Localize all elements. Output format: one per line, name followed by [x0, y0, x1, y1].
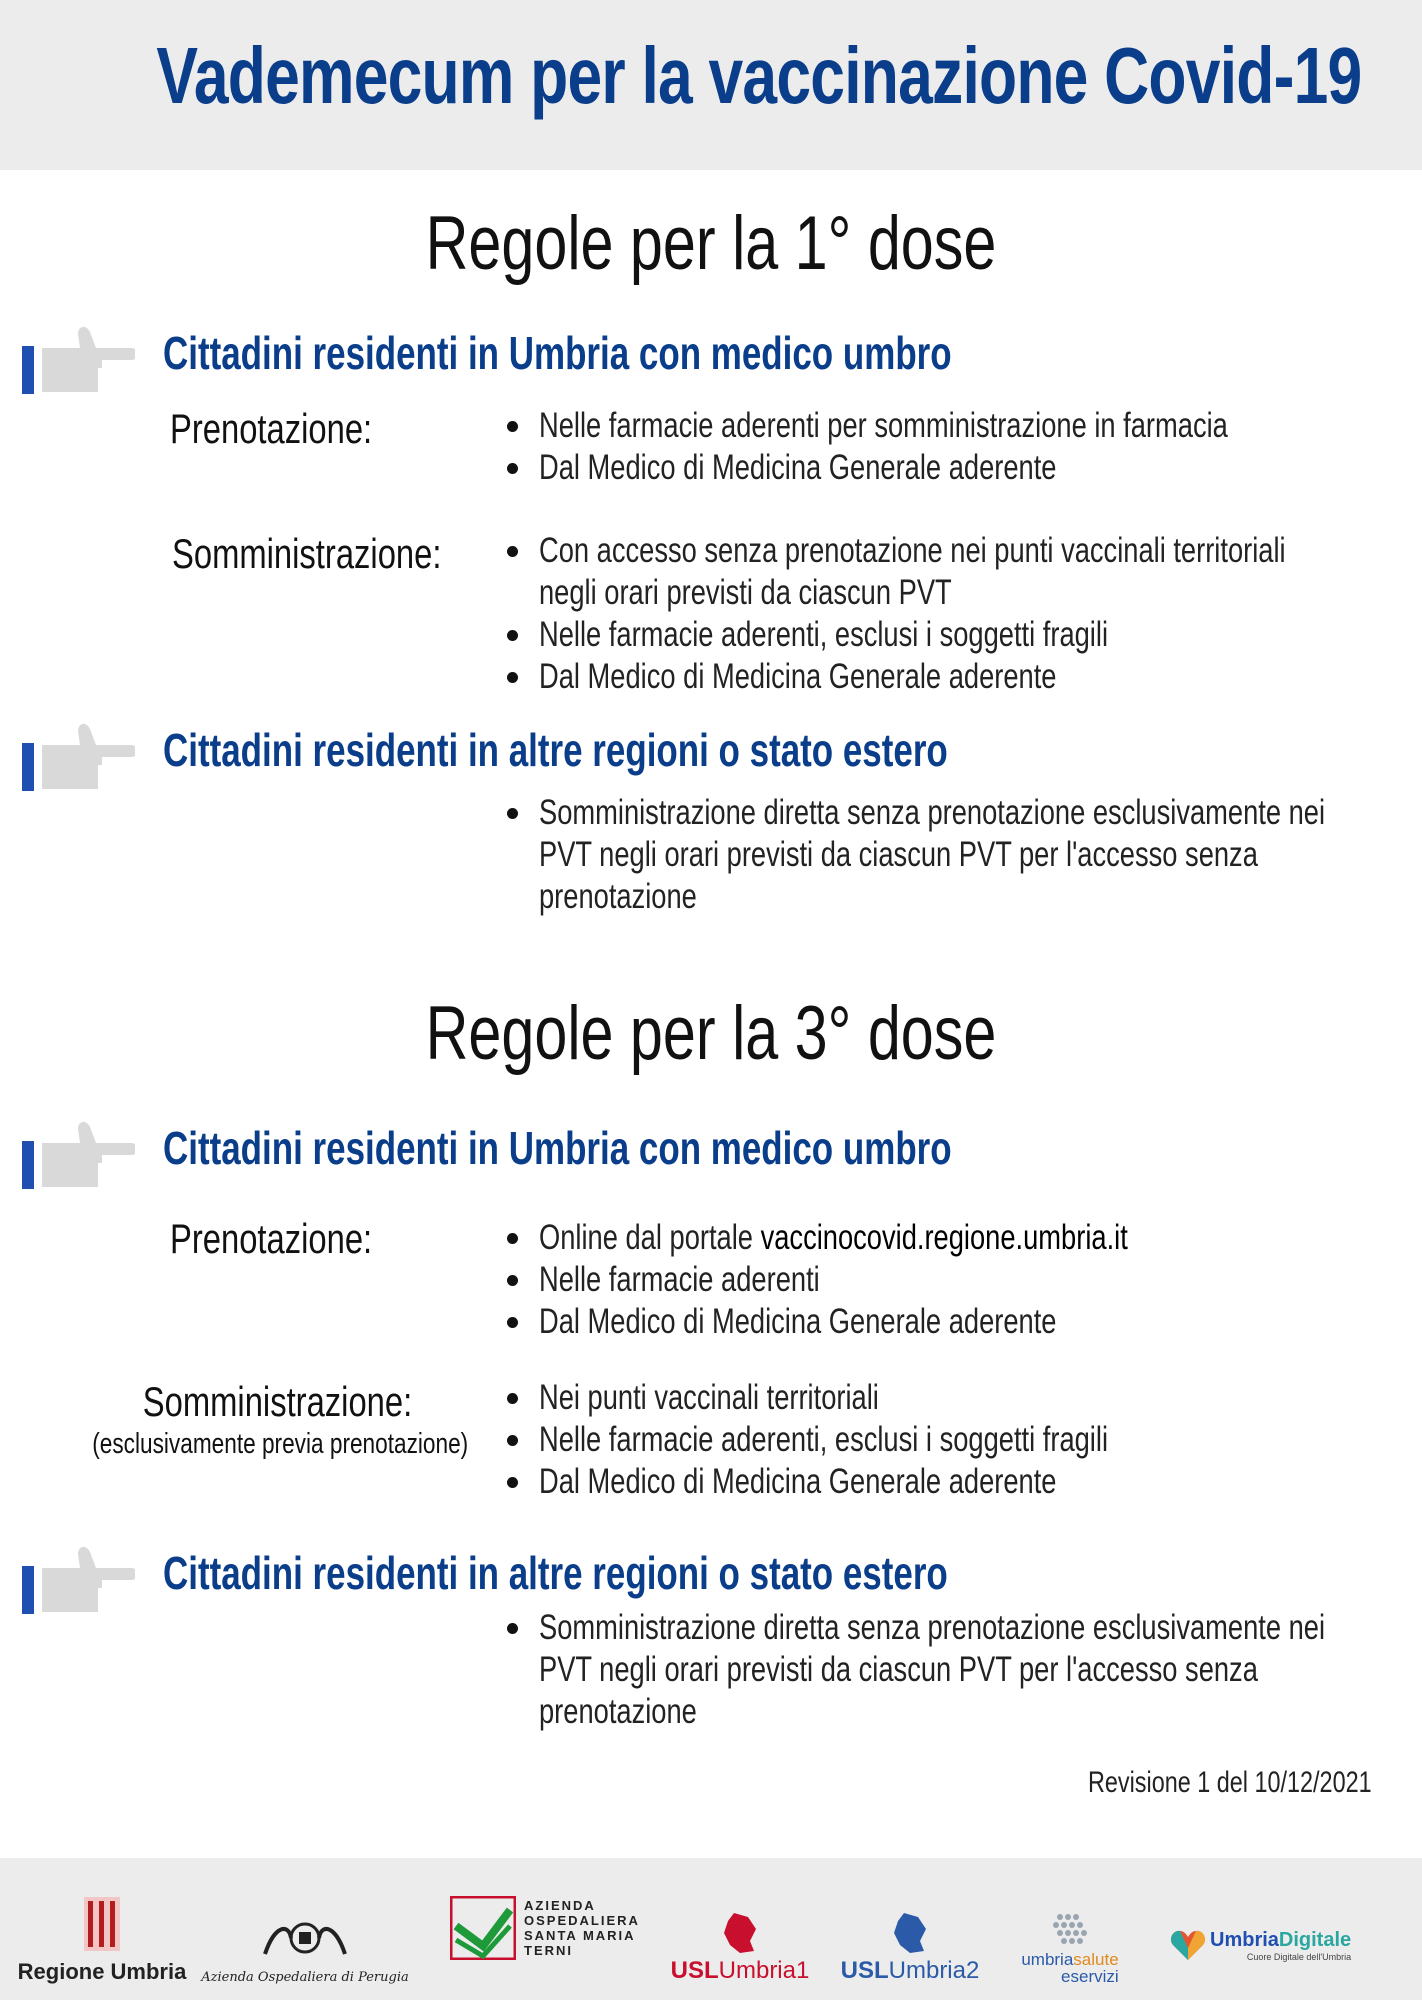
- umbria-map-red-icon: [720, 1911, 760, 1955]
- umbria-salute-logo: umbriasalute eservizi: [1005, 1870, 1135, 1985]
- list-item: prenotazione: [539, 1692, 697, 1731]
- page-title: Vademecum per la vaccinazione Covid-19: [156, 31, 1362, 120]
- list-item: Dal Medico di Medicina Generale aderente: [505, 1301, 1405, 1343]
- dose1-booking-list: [505, 405, 1405, 489]
- dose3-residents-heading: Cittadini residenti in Umbria con medico umbro: [163, 1122, 952, 1174]
- dose3-admin-sublabel: (esclusivamente previa prenotazione): [92, 1428, 469, 1460]
- ao-terni-logo: AZIENDA OSPEDALIERA SANTA MARIA TERNI: [450, 1870, 640, 1985]
- griffin-crest-icon: [255, 1914, 355, 1964]
- list-item: Nei punti vaccinali territoriali: [505, 1377, 1405, 1419]
- pointing-hand-icon: [20, 1113, 135, 1193]
- dose1-residents-heading: Cittadini residenti in Umbria con medico umbro: [163, 327, 952, 379]
- usl-umbria1-logo: USLUmbria1: [670, 1870, 810, 1985]
- dose3-admin-list: [505, 1377, 1405, 1503]
- list-item: negli orari previsti da ciascun PVT: [539, 573, 952, 612]
- revision-note: Revisione 1 del 10/12/2021: [1088, 1766, 1372, 1799]
- list-item: Dal Medico di Medicina Generale aderente: [505, 447, 1405, 489]
- dose1-title: Regole per la 1° dose: [425, 201, 997, 286]
- pointing-hand-icon: [20, 1538, 135, 1618]
- list-item: Online dal portale vaccinocovid.regione.umbria.it: [505, 1217, 1405, 1259]
- pointing-hand-icon: [20, 318, 135, 398]
- list-item: Somministrazione diretta senza prenotazione esclusivamente nei: [505, 792, 1405, 834]
- list-item: prenotazione: [539, 877, 697, 916]
- list-item: Nelle farmacie aderenti, esclusi i soggetti fragili: [505, 1419, 1405, 1461]
- dose3-others-list: [505, 1607, 1405, 1733]
- dose1-admin-label: Somministrazione:: [172, 530, 442, 577]
- dose1-others-heading: Cittadini residenti in altre regioni o stato estero: [163, 724, 948, 776]
- dose3-admin-label: Somministrazione:: [142, 1378, 413, 1425]
- regione-umbria-logo: Regione Umbria: [12, 1870, 192, 1985]
- list-item: PVT negli orari previsti da ciascun PVT per l'accesso senza: [539, 835, 1258, 874]
- usl-umbria2-logo: USLUmbria2: [840, 1870, 980, 1985]
- dotted-region-icon: [1045, 1911, 1095, 1951]
- terni-chevron-icon: [450, 1896, 516, 1960]
- list-item: Nelle farmacie aderenti, esclusi i soggetti fragili: [505, 614, 1405, 656]
- umbria-digitale-logo: UmbriaDigitale Cuore Digitale dell'Umbria: [1170, 1900, 1392, 1990]
- list-item: Nelle farmacie aderenti per somministrazione in farmacia: [505, 405, 1405, 447]
- dose1-booking-label: Prenotazione:: [170, 405, 373, 452]
- dose3-title: Regole per la 3° dose: [425, 991, 997, 1076]
- dose3-booking-list: [505, 1217, 1405, 1343]
- list-item: Con accesso senza prenotazione nei punti vaccinali territoriali: [505, 530, 1405, 572]
- list-item: Nelle farmacie aderenti: [505, 1259, 1405, 1301]
- heart-icon: [1170, 1928, 1206, 1962]
- portal-link[interactable]: vaccinocovid.regione.umbria.it: [760, 1218, 1128, 1257]
- dose3-booking-label: Prenotazione:: [170, 1215, 373, 1262]
- regione-umbria-emblem-icon: [82, 1895, 122, 1953]
- ao-perugia-logo: Azienda Ospedaliera di Perugia: [205, 1870, 405, 1985]
- list-item: Somministrazione diretta senza prenotazione esclusivamente nei: [505, 1607, 1405, 1649]
- umbria-map-blue-icon: [890, 1911, 930, 1955]
- list-item: PVT negli orari previsti da ciascun PVT per l'accesso senza: [539, 1650, 1258, 1689]
- header-band: [0, 0, 1422, 170]
- dose1-admin-list: [505, 530, 1405, 698]
- list-item: Dal Medico di Medicina Generale aderente: [505, 656, 1405, 698]
- dose1-others-list: [505, 792, 1405, 918]
- pointing-hand-icon: [20, 715, 135, 795]
- dose3-others-heading: Cittadini residenti in altre regioni o stato estero: [163, 1547, 948, 1599]
- list-item: Dal Medico di Medicina Generale aderente: [505, 1461, 1405, 1503]
